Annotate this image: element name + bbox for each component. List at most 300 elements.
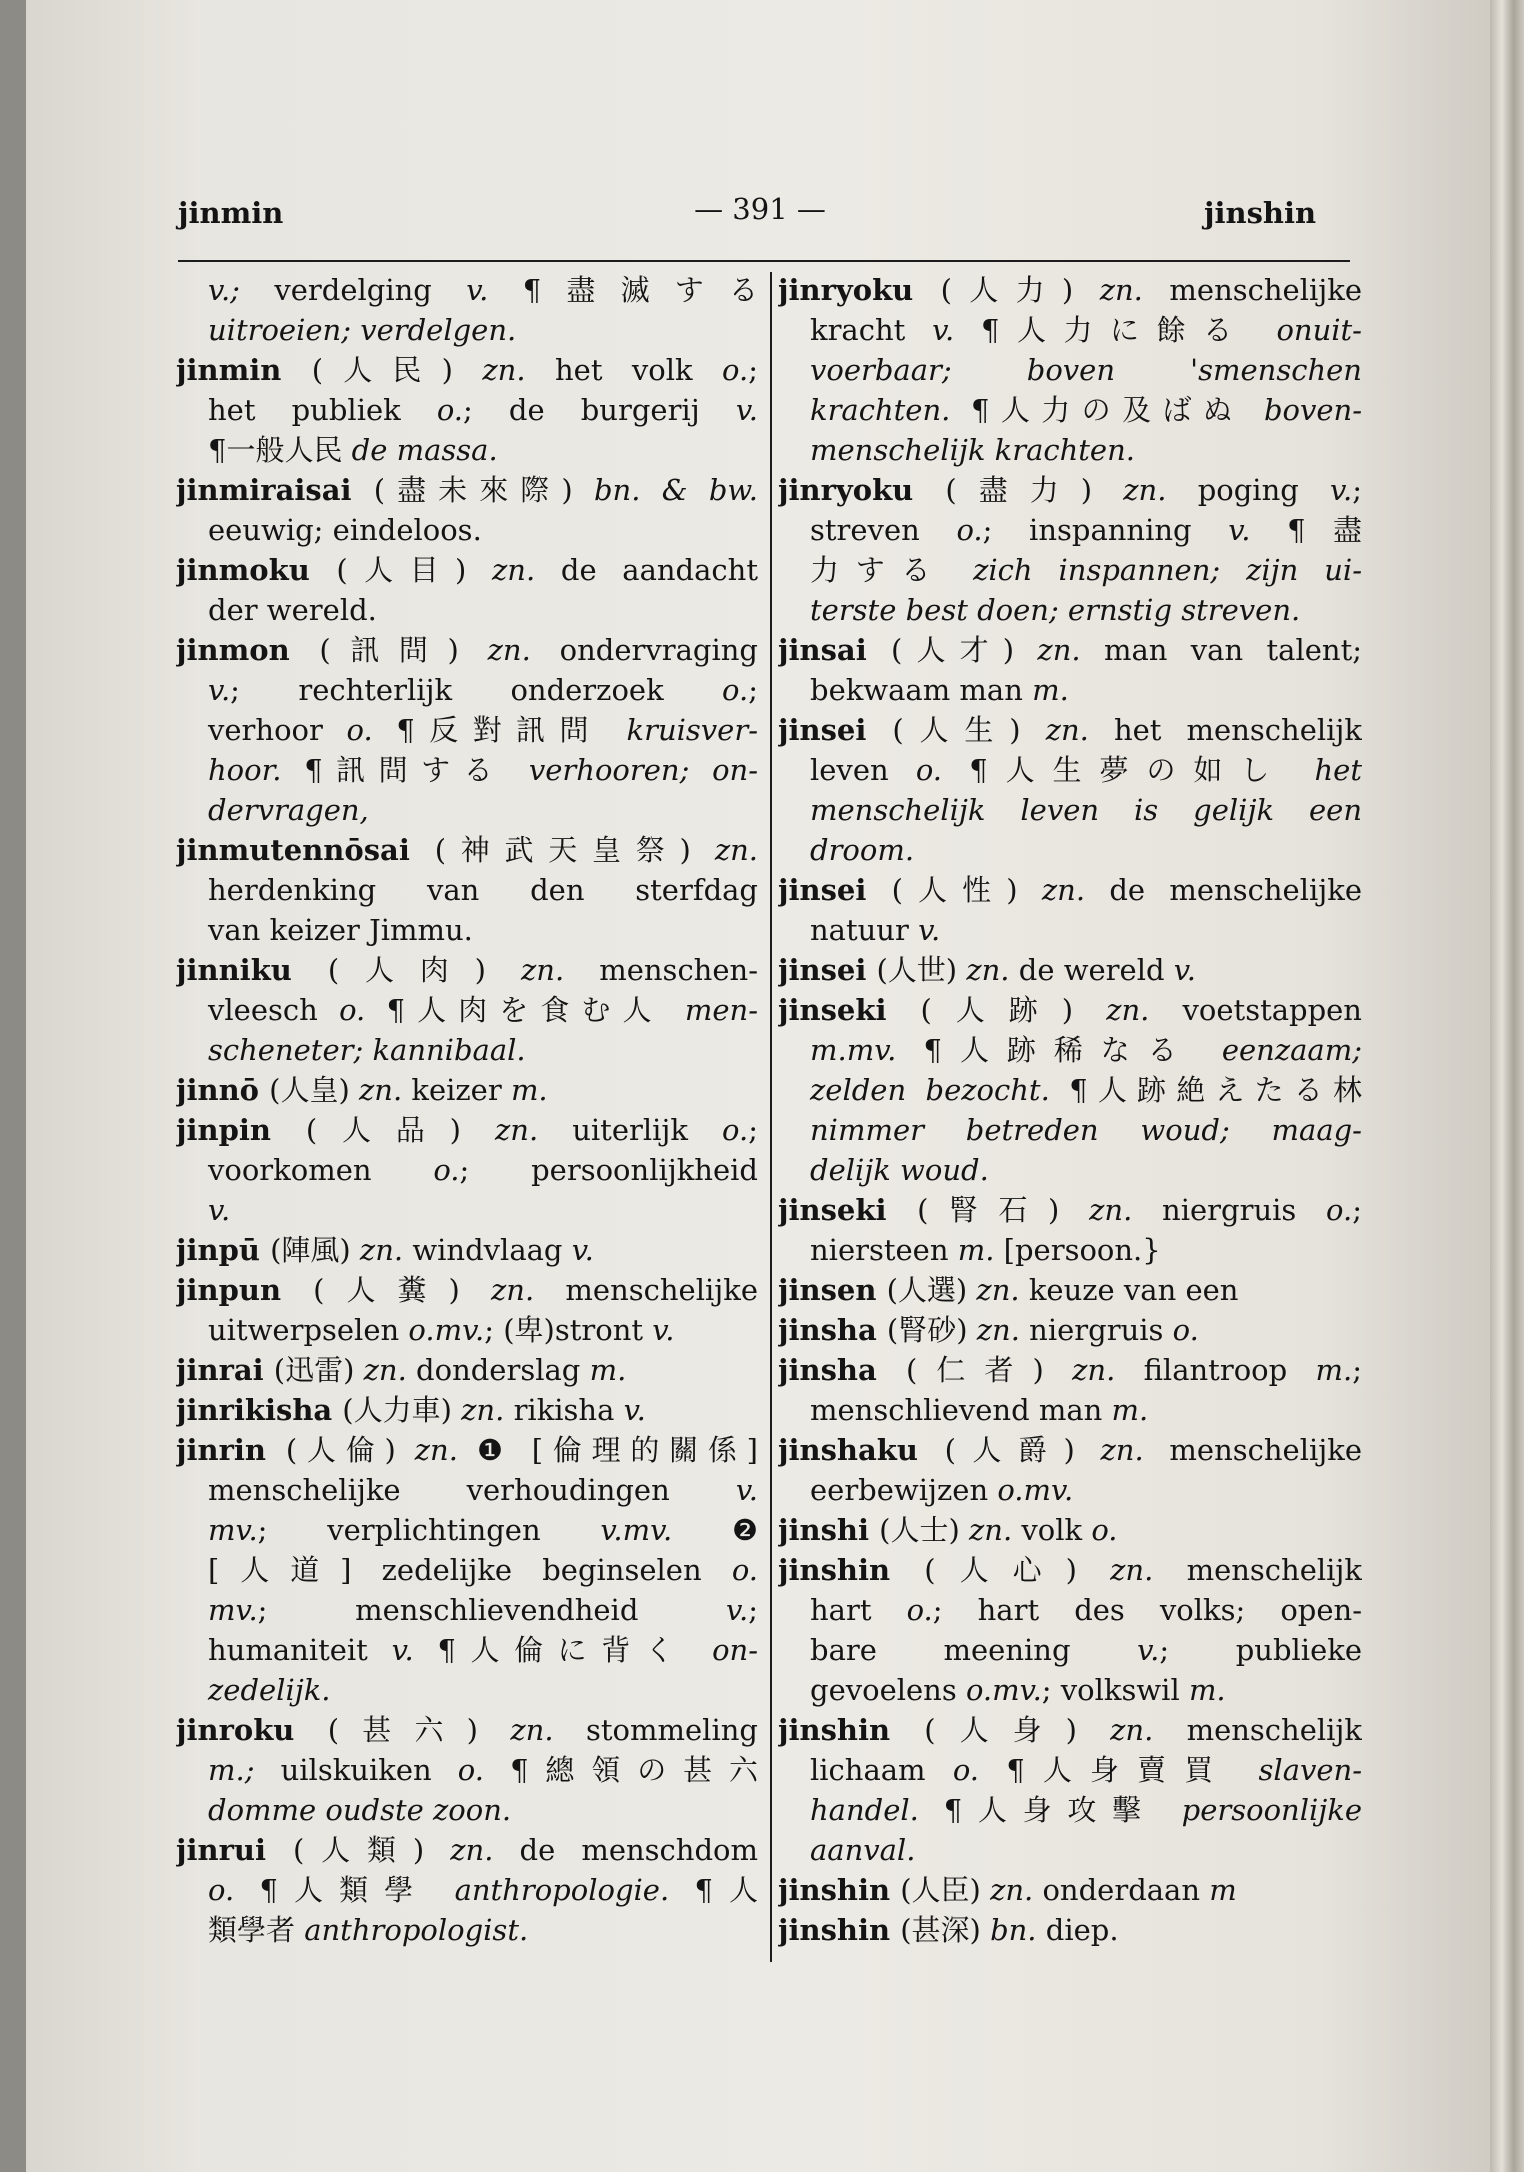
running-head-right: jinshin	[1204, 196, 1317, 230]
grammar-label: v.	[652, 1313, 675, 1347]
text-segment: ¶人生夢の如し	[969, 753, 1315, 787]
grammar-label: m	[1209, 1873, 1237, 1907]
translation-text: hoor.	[208, 753, 305, 787]
text-segment: (人士)	[879, 1513, 969, 1547]
dictionary-page	[26, 0, 1494, 2172]
headword: jinroku	[176, 1713, 328, 1747]
text-segment: verhoor	[208, 713, 347, 747]
entry-line	[176, 550, 758, 590]
text-segment: ; verplichtingen	[257, 1513, 601, 1547]
text-segment: het volk	[554, 353, 723, 387]
text-segment: ; (卑)stront	[484, 1313, 653, 1347]
text-segment: niersteen	[810, 1233, 958, 1267]
text-segment: uiterlijk	[572, 1113, 723, 1147]
translation-text: onuit-	[1276, 313, 1362, 347]
text-segment: ; persoonlijkheid	[459, 1153, 758, 1187]
page-number: — 391 —	[694, 192, 826, 226]
text-segment: ❷	[731, 1513, 758, 1547]
entry-line	[778, 1710, 1362, 1750]
text-segment: (腎石)	[917, 1193, 1090, 1227]
continuation-line	[778, 1470, 1362, 1510]
grammar-label: o.	[1172, 1313, 1199, 1347]
continuation-line	[778, 830, 1362, 870]
headword: jinmon	[176, 633, 320, 667]
grammar-label: zn.	[487, 633, 560, 667]
text-segment: ;	[1352, 473, 1362, 507]
headword: jinnō	[176, 1073, 270, 1107]
headword: jinmiraisai	[176, 473, 374, 507]
text-segment: leven	[810, 753, 916, 787]
continuation-line	[176, 910, 758, 950]
grammar-label: zn.	[976, 1273, 1029, 1307]
grammar-label: v.	[735, 393, 758, 427]
text-segment: ¶盡滅する	[522, 273, 758, 307]
entry-line	[778, 990, 1362, 1030]
translation-text: voerbaar; boven 'smenschen	[810, 353, 1362, 387]
grammar-label: o.	[956, 513, 983, 547]
text-segment: lichaam	[810, 1753, 953, 1787]
text-segment: volk	[1021, 1513, 1092, 1547]
text-segment: (人類)	[292, 1833, 451, 1867]
text-segment: (人臣)	[900, 1873, 991, 1907]
left-column	[176, 270, 758, 1950]
header-rule	[178, 260, 1350, 262]
text-segment: [persoon.}	[994, 1233, 1161, 1267]
continuation-line	[176, 1750, 758, 1790]
text-segment: menschen-	[599, 953, 758, 987]
text-segment: het publiek	[208, 393, 437, 427]
text-segment: (腎砂)	[886, 1313, 977, 1347]
headword: jinshaku	[778, 1433, 945, 1467]
translation-text: zelden bezocht.	[810, 1073, 1070, 1107]
headword: jinsai	[778, 633, 891, 667]
continuation-line	[778, 590, 1362, 630]
text-segment: (人選)	[886, 1273, 977, 1307]
continuation-line	[778, 1030, 1362, 1070]
text-segment: menschelijk	[1186, 1553, 1362, 1587]
grammar-label: zn.	[495, 1113, 573, 1147]
text-segment: (人世)	[876, 953, 967, 987]
text-segment: ¶人肉を食む人	[386, 993, 685, 1027]
headword: jinshin	[778, 1913, 901, 1947]
translation-text: nimmer betreden woud; maag-	[810, 1113, 1362, 1147]
entry-line	[778, 270, 1362, 310]
translation-text: persoonlijke	[1181, 1793, 1362, 1827]
continuation-line	[176, 1670, 758, 1710]
translation-text: de massa.	[351, 433, 498, 467]
continuation-line	[176, 710, 758, 750]
text-segment: ; menschlievendheid	[257, 1593, 727, 1627]
grammar-label: v.	[466, 273, 523, 307]
headword: jinshin	[778, 1553, 925, 1587]
entry-line	[778, 630, 1362, 670]
grammar-label: zn.	[1037, 633, 1104, 667]
translation-text: aanval.	[810, 1833, 916, 1867]
continuation-line	[176, 750, 758, 790]
text-segment: (人才)	[890, 633, 1038, 667]
grammar-label: v.	[1173, 953, 1196, 987]
grammar-label: o.	[722, 1113, 749, 1147]
text-segment: keizer	[411, 1073, 511, 1107]
grammar-label: zn.	[461, 1393, 514, 1427]
translation-text: delijk woud.	[810, 1153, 989, 1187]
grammar-label: v.mv.	[600, 1513, 732, 1547]
text-segment: ;	[748, 673, 758, 707]
text-segment: keuze van een	[1028, 1273, 1239, 1307]
text-segment: (人力車)	[342, 1393, 462, 1427]
grammar-label: v.	[391, 1633, 438, 1667]
entry-line	[176, 1390, 758, 1430]
headword: jinsha	[778, 1313, 887, 1347]
text-segment: ¶反對訊問	[396, 713, 627, 747]
text-segment: ¶人跡稀なる	[923, 1033, 1222, 1067]
headword: jinsei	[778, 713, 893, 747]
grammar-label: m.	[510, 1073, 548, 1107]
text-segment: rikisha	[513, 1393, 624, 1427]
translation-text: slaven-	[1258, 1753, 1362, 1787]
continuation-line	[176, 790, 758, 830]
headword: jinsha	[778, 1353, 906, 1387]
grammar-label: v.	[726, 1593, 749, 1627]
text-segment: hart	[810, 1593, 907, 1627]
text-segment: menschelijke	[1169, 273, 1362, 307]
grammar-label: zn.	[714, 833, 758, 867]
grammar-label: v.	[571, 1233, 594, 1267]
text-segment: ¶一般人民	[208, 433, 352, 467]
grammar-label: zn.	[520, 953, 600, 987]
continuation-line	[176, 590, 758, 630]
text-segment: ¶人	[694, 1873, 758, 1907]
translation-text: zich inspannen; zijn ui-	[973, 553, 1362, 587]
translation-text: on-	[712, 1633, 758, 1667]
text-segment: (人身)	[924, 1713, 1111, 1747]
grammar-label: mv.	[208, 1593, 258, 1627]
grammar-label: v.	[208, 673, 231, 707]
continuation-line	[176, 870, 758, 910]
text-segment: van keizer Jimmu.	[208, 913, 473, 947]
text-segment: (人生)	[892, 713, 1046, 747]
continuation-line	[778, 1110, 1362, 1150]
continuation-line	[778, 550, 1362, 590]
continuation-line	[778, 510, 1362, 550]
translation-text: anthropologie.	[454, 1873, 695, 1907]
continuation-line	[778, 790, 1362, 830]
text-segment: (陣風)	[270, 1233, 360, 1267]
grammar-label: zn.	[1089, 1193, 1163, 1227]
grammar-label: zn.	[1072, 1353, 1144, 1387]
grammar-label: zn.	[976, 1313, 1030, 1347]
continuation-line	[778, 1070, 1362, 1110]
text-segment: ; de burgerij	[463, 393, 736, 427]
headword: jinseki	[778, 993, 921, 1027]
grammar-label: o.	[722, 353, 749, 387]
entry-line	[176, 1830, 758, 1870]
text-segment: 類學者	[208, 1913, 305, 1947]
entry-line	[176, 1270, 758, 1310]
grammar-label: o.	[208, 1873, 260, 1907]
grammar-label: zn.	[1041, 873, 1110, 907]
entry-line	[778, 1870, 1362, 1910]
grammar-label: m.;	[208, 1753, 281, 1787]
text-segment: eeuwig; eindeloos.	[208, 513, 482, 547]
grammar-label: zn.	[363, 1353, 417, 1387]
text-segment: ¶總領の甚六	[510, 1753, 758, 1787]
text-segment: bekwaam man	[810, 673, 1033, 707]
headword: jinsei	[778, 873, 892, 907]
grammar-label: zn.	[966, 953, 1019, 987]
translation-text: scheneter; kannibaal.	[208, 1033, 526, 1067]
grammar-label: m.mv.	[810, 1033, 924, 1067]
text-segment: ; inspanning	[982, 513, 1229, 547]
grammar-label: o.	[433, 1153, 460, 1187]
entry-line	[778, 1310, 1362, 1350]
headword: jinsei	[778, 953, 877, 987]
text-segment: ;	[748, 1113, 758, 1147]
entry-line	[176, 1070, 758, 1110]
translation-text: men-	[684, 993, 758, 1027]
continuation-line	[176, 270, 758, 310]
continuation-line	[778, 1630, 1362, 1670]
entry-line	[176, 630, 758, 670]
text-segment: menschelijke	[1169, 1433, 1362, 1467]
translation-text: het	[1314, 753, 1362, 787]
text-segment: (人目)	[336, 553, 493, 587]
text-segment: (人心)	[924, 1553, 1111, 1587]
grammar-label: zn.	[968, 1513, 1022, 1547]
headword: jinseki	[778, 1193, 918, 1227]
text-segment: menschelijk	[1186, 1713, 1362, 1747]
text-segment: niergruis	[1029, 1313, 1173, 1347]
grammar-label: mv.	[208, 1513, 258, 1547]
text-segment: herdenking van den sterfdag	[208, 873, 758, 907]
continuation-line	[778, 430, 1362, 470]
text-segment: ¶人倫に背く	[437, 1633, 713, 1667]
grammar-label: bn. & bw.	[593, 473, 758, 507]
text-segment: streven	[810, 513, 957, 547]
continuation-line	[176, 1030, 758, 1070]
text-segment: niergruis	[1162, 1193, 1327, 1227]
grammar-label: zn.	[1045, 713, 1114, 747]
grammar-label: bn.	[990, 1913, 1046, 1947]
entry-line	[778, 710, 1362, 750]
translation-text: kruisver-	[626, 713, 758, 747]
continuation-line	[778, 1390, 1362, 1430]
text-segment: (人爵)	[944, 1433, 1101, 1467]
text-segment: kracht	[810, 313, 933, 347]
grammar-label: zn.	[491, 1273, 566, 1307]
headword: jinrai	[176, 1353, 274, 1387]
grammar-label: v.	[918, 913, 941, 947]
headword: jinpin	[176, 1113, 306, 1147]
grammar-label: m.	[1315, 1353, 1353, 1387]
text-segment: ;	[1352, 1353, 1362, 1387]
text-segment: de menschelijke	[1109, 873, 1362, 907]
grammar-label: v.	[1228, 513, 1288, 547]
grammar-label: zn.	[1123, 473, 1198, 507]
entry-line	[778, 1270, 1362, 1310]
grammar-label: o.	[339, 993, 387, 1027]
grammar-label: o.	[1091, 1513, 1118, 1547]
grammar-label: zn.	[1110, 1713, 1187, 1747]
text-segment: uilskuiken	[280, 1753, 458, 1787]
continuation-line	[778, 1830, 1362, 1870]
headword: jinryoku	[778, 273, 941, 307]
right-column	[778, 270, 1362, 1950]
grammar-label: zn.	[1106, 993, 1183, 1027]
continuation-line	[176, 390, 758, 430]
text-segment: ;	[748, 1593, 758, 1627]
translation-text: menschelijk krachten.	[810, 433, 1135, 467]
grammar-label: zn.	[1100, 1433, 1170, 1467]
text-segment: (訊問)	[319, 633, 488, 667]
text-segment: uitwerpselen	[208, 1313, 409, 1347]
headword: jinryoku	[778, 473, 946, 507]
continuation-line	[778, 310, 1362, 350]
continuation-line	[778, 1230, 1362, 1270]
continuation-line	[176, 1470, 758, 1510]
continuation-line	[176, 1910, 758, 1950]
continuation-line	[176, 1590, 758, 1630]
text-segment: (盡未來際)	[373, 473, 594, 507]
text-segment: ¶人類學	[259, 1873, 455, 1907]
entry-line	[176, 1710, 758, 1750]
grammar-label: zn.	[450, 1833, 520, 1867]
grammar-label: zn.	[1099, 273, 1170, 307]
continuation-line	[778, 910, 1362, 950]
headword: jinpū	[176, 1233, 271, 1267]
text-segment: (迅雷)	[273, 1353, 364, 1387]
continuation-line	[176, 1310, 758, 1350]
entry-line	[176, 1350, 758, 1390]
continuation-line	[778, 1790, 1362, 1830]
grammar-label: o.	[731, 1553, 758, 1587]
entry-line	[176, 830, 758, 870]
grammar-label: o.mv.	[408, 1313, 485, 1347]
continuation-line	[176, 1550, 758, 1590]
continuation-line	[778, 350, 1362, 390]
text-segment: ¶人力に餘る	[980, 313, 1277, 347]
translation-text: menschelijk leven is gelijk een	[810, 793, 1362, 827]
text-segment: (人力)	[940, 273, 1100, 307]
text-segment: (甚六)	[327, 1713, 511, 1747]
text-segment: menschelijke	[565, 1273, 758, 1307]
text-segment: (人跡)	[920, 993, 1107, 1027]
grammar-label: o.	[346, 713, 397, 747]
text-segment: ; volkswil	[1041, 1673, 1189, 1707]
text-segment: (人性)	[891, 873, 1042, 907]
entry-line	[176, 470, 758, 510]
continuation-line	[176, 510, 758, 550]
grammar-label: zn.	[359, 1233, 413, 1267]
text-segment: (人糞)	[313, 1273, 491, 1307]
grammar-label: m.	[957, 1233, 995, 1267]
grammar-label: zn.	[482, 353, 555, 387]
continuation-line	[778, 1590, 1362, 1630]
grammar-label: o.	[952, 1753, 1007, 1787]
text-segment: ¶人力の及ばぬ	[971, 393, 1264, 427]
headword: jinshin	[778, 1873, 901, 1907]
entry-line	[176, 1110, 758, 1150]
translation-text: droom.	[810, 833, 915, 867]
grammar-label: zn.	[510, 1713, 587, 1747]
grammar-label: v.	[1137, 1633, 1160, 1667]
text-segment: donderslag	[416, 1353, 590, 1387]
grammar-label: m.	[1032, 673, 1069, 707]
continuation-line	[778, 390, 1362, 430]
grammar-label: zn.	[990, 1873, 1043, 1907]
grammar-label: v.	[932, 313, 981, 347]
entry-line	[778, 1350, 1362, 1390]
text-segment: der wereld.	[208, 593, 377, 627]
headword: jinmoku	[176, 553, 337, 587]
translation-text: anthropologist.	[304, 1913, 529, 1947]
grammar-label: zn.	[1110, 1553, 1187, 1587]
text-segment: stommeling	[586, 1713, 758, 1747]
entry-line	[778, 950, 1362, 990]
text-segment: (人皇)	[269, 1073, 359, 1107]
text-segment: voorkomen	[208, 1153, 434, 1187]
text-segment: windvlaag	[412, 1233, 572, 1267]
text-segment: gevoelens	[810, 1673, 966, 1707]
headword: jinpun	[176, 1273, 314, 1307]
headword: jinmutennōsai	[176, 833, 435, 867]
text-segment: ¶人身攻擊	[943, 1793, 1182, 1827]
grammar-label: zn.	[492, 553, 561, 587]
text-segment: diep.	[1045, 1913, 1119, 1947]
grammar-label: o.mv.	[965, 1673, 1042, 1707]
continuation-line	[176, 1510, 758, 1550]
continuation-line	[778, 670, 1362, 710]
text-segment: humaniteit	[208, 1633, 392, 1667]
text-segment: 力する	[810, 553, 974, 587]
page-edge	[1490, 0, 1524, 2172]
text-segment: ¶訊問する	[304, 753, 529, 787]
continuation-line	[176, 1190, 758, 1230]
headword: jinshi	[778, 1513, 880, 1547]
headword: jinshin	[778, 1713, 925, 1747]
text-segment: het menschelijk	[1113, 713, 1362, 747]
headword: jinrin	[176, 1433, 286, 1467]
text-segment: voetstappen	[1182, 993, 1362, 1027]
continuation-line	[176, 1790, 758, 1830]
text-segment: (神武天皇祭)	[434, 833, 715, 867]
text-segment: ;	[748, 353, 758, 387]
grammar-label: o.	[906, 1593, 933, 1627]
text-segment: ¶人跡絶えたる林	[1069, 1073, 1362, 1107]
translation-text: boven-	[1263, 393, 1362, 427]
text-segment: filantroop	[1143, 1353, 1316, 1387]
continuation-line	[176, 310, 758, 350]
entry-line	[176, 1430, 758, 1470]
continuation-line	[176, 1150, 758, 1190]
grammar-label: v.	[208, 1193, 231, 1227]
entry-line	[778, 1550, 1362, 1590]
entry-line	[176, 950, 758, 990]
text-segment: ¶人身賣買	[1006, 1753, 1259, 1787]
translation-text: uitroeien; verdelgen.	[208, 313, 517, 347]
grammar-label: m.	[1111, 1393, 1149, 1427]
translation-text: handel.	[810, 1793, 944, 1827]
text-segment: (人民)	[311, 353, 483, 387]
headword: jinmin	[176, 353, 312, 387]
headword: jinniku	[176, 953, 328, 987]
text-segment: (人品)	[305, 1113, 496, 1147]
text-segment: (仁者)	[905, 1353, 1073, 1387]
text-segment: de wereld	[1018, 953, 1174, 987]
continuation-line	[778, 1750, 1362, 1790]
text-segment: eerbewijzen	[810, 1473, 998, 1507]
entry-line	[778, 1910, 1362, 1950]
